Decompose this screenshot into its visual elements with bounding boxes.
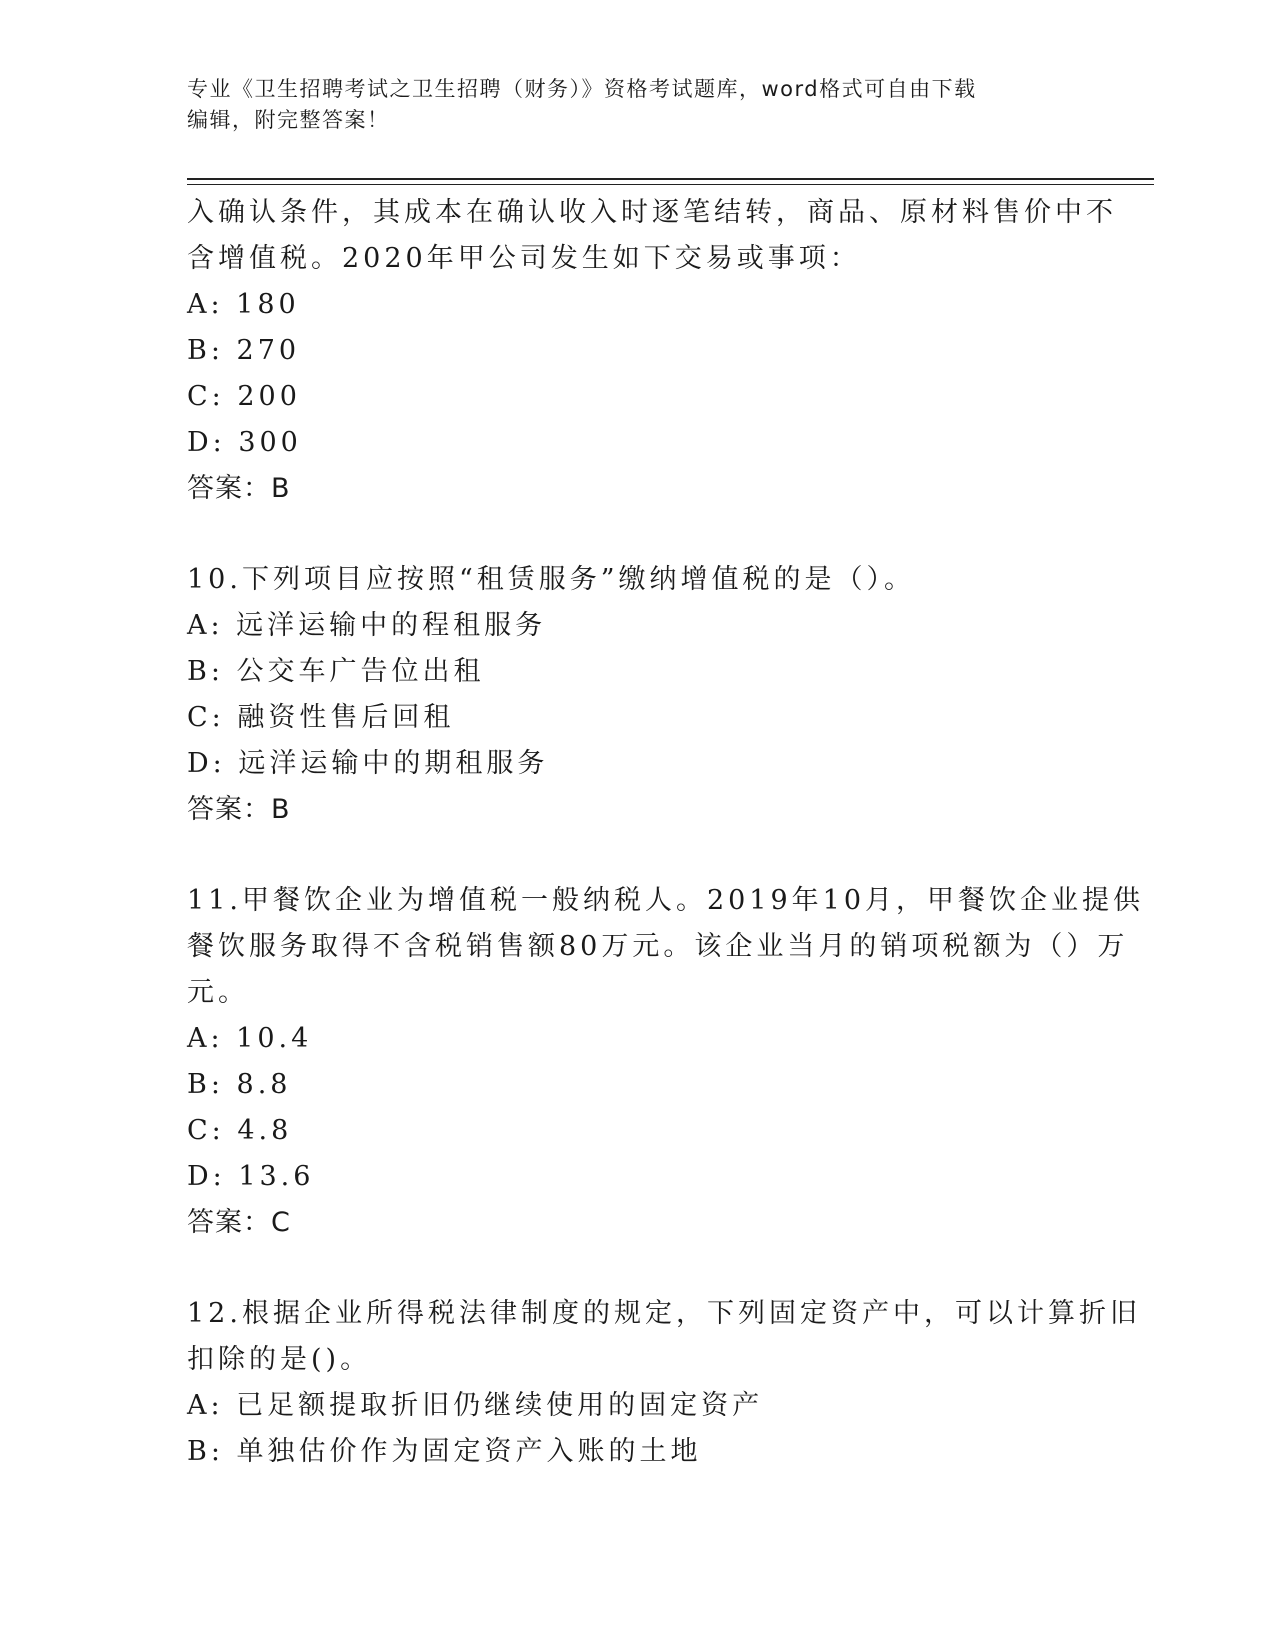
answer: 答案：B	[187, 794, 291, 825]
question-text-line: 入确认条件，其成本在确认收入时逐笔结转，商品、原材料售价中不	[187, 197, 1117, 228]
option-a: A: 已足额提取折旧仍继续使用的固定资产	[187, 1390, 764, 1421]
header-line-2: 编辑，附完整答案！	[187, 108, 390, 132]
question-10	[187, 557, 1087, 833]
document-body	[187, 190, 1145, 1475]
question-11	[187, 878, 1145, 1246]
header-divider	[187, 178, 1154, 185]
question-9-tail	[187, 190, 1117, 512]
option-c: C: 融资性售后回租	[187, 702, 455, 733]
question-text-line: 含增值税。2020年甲公司发生如下交易或事项：	[187, 243, 861, 274]
option-c: C: 200	[187, 381, 301, 412]
answer: 答案：C	[187, 1207, 291, 1238]
option-d: D: 13.6	[187, 1161, 315, 1192]
question-text-line: 元。	[187, 977, 249, 1008]
option-c: C: 4.8	[187, 1115, 293, 1146]
option-b: B: 270	[187, 335, 301, 366]
header-line-1: 专业《卫生招聘考试之卫生招聘（财务）》资格考试题库，word格式可自由下载	[187, 77, 977, 101]
question-text-line: 扣除的是()。	[187, 1344, 372, 1375]
question-text-line: 12.根据企业所得税法律制度的规定，下列固定资产中，可以计算折旧	[187, 1298, 1141, 1329]
option-a: A: 远洋运输中的程租服务	[187, 610, 547, 641]
question-text-line: 11.甲餐饮企业为增值税一般纳税人。2019年10月，甲餐饮企业提供	[187, 885, 1145, 916]
option-a: A: 10.4	[187, 1023, 313, 1054]
option-b: B: 单独估价作为固定资产入账的土地	[187, 1436, 702, 1467]
question-text-line: 10.下列项目应按照“租赁服务”缴纳增值税的是（）。	[187, 564, 916, 595]
option-d: D: 300	[187, 427, 302, 458]
document-header	[187, 74, 1087, 136]
option-a: A: 180	[187, 289, 300, 320]
option-b: B: 8.8	[187, 1069, 292, 1100]
answer: 答案：B	[187, 473, 291, 504]
option-b: B: 公交车广告位出租	[187, 656, 485, 687]
question-12	[187, 1291, 1141, 1475]
option-d: D: 远洋运输中的期租服务	[187, 748, 549, 779]
question-text-line: 餐饮服务取得不含税销售额80万元。该企业当月的销项税额为（）万	[187, 931, 1129, 962]
